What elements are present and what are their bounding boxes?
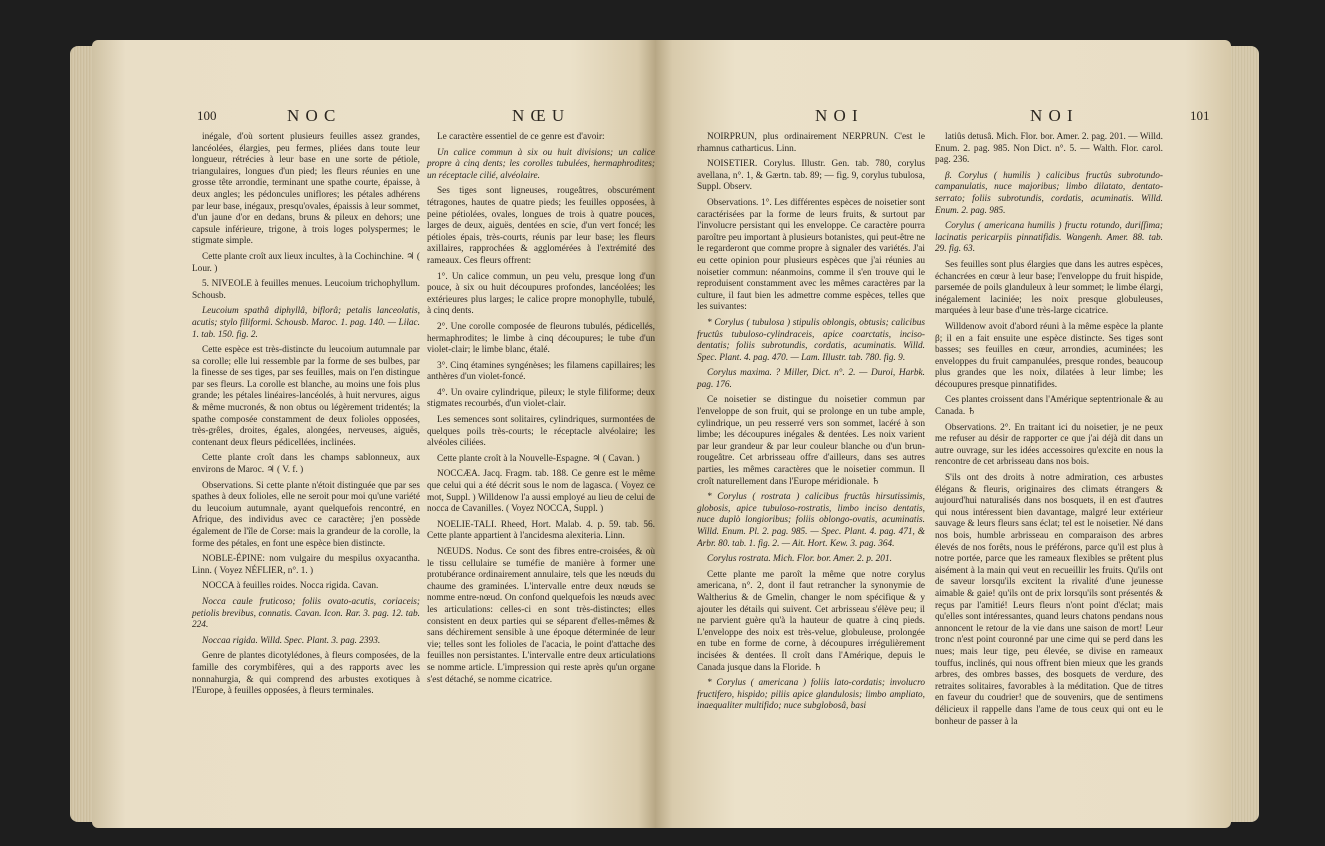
- left-column-1: [192, 132, 420, 702]
- paragraph: * Corylus ( rostrata ) calicibus fructûs hirsutissimis, globosis, apice tubuloso-rostratis, limbo inciso dentatis, nuce duplò longioribus; foliis oblongo-ovatis, acuminatis. Willd. Enum. Pl. 2. pag. 985. — Spec. Plant. 4. pag. 471, & Arbr. 80. tab. 1. fig. 2. — Ait. Hort. Kew. 3. pag. 364.: [697, 492, 925, 549]
- left-header-noc: N O C: [287, 106, 337, 125]
- paragraph: Observations. 2°. En traitant ici du noisetier, je ne peux me refuser au désir de rapporter ce que j'ai déjà dit dans un autre ouvrage, sur les idées accessoires qu'excite en nous la rencontre de cet arbrisseau dans nos bois.: [935, 422, 1163, 468]
- left-page-edges: [70, 46, 92, 822]
- paragraph: Cette plante me paroît la même que notre corylus americana, n°. 2, dont il faut retrancher la synonymie de Waltherius & de Gmelin, changer le nom spécifique & y ajouter les détails qui suivent. Cet arbrisseau s'élève peu; il ne parvient guère qu'à la hauteur de quatre à cinq pieds. L'enveloppe des noix est très-velue, globuleuse, prolongée en tube en forme de corne, à découpures irrégulièrement incisées & dentées. Il croît dans l'Amérique, depuis le Canada jusque dans la Floride. ♄: [697, 569, 925, 673]
- paragraph: S'ils ont des droits à notre admiration, ces arbustes élégans & fleuris, originaires des climats étrangers & aujourd'hui naturalisés dans nos bosquets, il en est d'autres qui nous intéressent bien davantage, malgré leur extérieur sauvage & leurs fleurs sans éclat; tel est le noisetier. Né dans nos bois, humble arbrisseau en comparaison des arbres élevés de nos forêts, nous le préférons, parce qu'il est plus à notre portée, parce que les rameaux flexibles se prêtent plus aisément à la main qui veut en recueillir les fruits. Qu'ils ont de saveur lorsqu'ils excitent la rivalité d'une jeunesse aimable & gaie! qu'ils ont de prix lorsqu'ils sont présentés & reçus par l'amitié! Leurs fleurs n'ont point d'éclat; mais qu'elles sont intéressantes, quand leurs chatons pendans nous annoncent le retour de la vie dans une saison de mort! Leur tronc n'est point couronné par une cime qui se perd dans les nues; mais leur tige, peu élevée, se divise en rameaux touffus, inclinés, qui nous offrent bien mieux que les grands arbres, des ombres basses, des bosquets de verdure, des retraites solitaires, favorables à la méditation. Que de titres en faveur du coudrier! que de souvenirs, que de sentimens délicieux il rappelle dans l'ame de tous ceux qui ont eu le bonheur de passer à la: [935, 473, 1163, 727]
- paragraph: β. Corylus ( humilis ) calicibus fructûs subrotundo-campanulatis, nuce majoribus; limbo dilatato, dentato-serrato; foliis subrotundis, cordatis, acuminatis. Willd. Enum. 2. pag. 985.: [935, 170, 1163, 216]
- right-page-number: 101: [1190, 108, 1210, 123]
- paragraph: Willdenow avoit d'abord réuni à la même espèce la plante β; il en a fait ensuite une espèce distincte. Ses tiges sont basses; ses feuilles en cœur, arrondies, acuminées; les enveloppes du fruit campanulées, presque rondes, beaucoup plus grandes que les noix, dilatées à leur limbe; les découpures presque pinnatifides.: [935, 321, 1163, 390]
- paragraph: NOISETIER. Corylus. Illustr. Gen. tab. 780, corylus avellana, n°. 1, & Gærtn. tab. 89; — fig. 9, corylus tubulosa, Suppl. Observ.: [697, 159, 925, 193]
- paragraph: NOCCÆA. Jacq. Fragm. tab. 188. Ce genre est le même que celui qui a été décrit sous le nom de lagasca. ( Voyez ce mot, Suppl. ) Willdenow l'a aussi employé au lieu de celui de nocca de Cavanilles. ( Voyez NOCCA, Suppl. ): [427, 469, 655, 515]
- paragraph: Leucoium spathâ diphyllâ, biflorâ; petalis lanceolatis, acutis; stylo filiformi. Schousb. Maroc. 1. pag. 140. — Lilac. 1. tab. 150. fig. 2.: [192, 306, 420, 340]
- paragraph: Cette plante croît à la Nouvelle-Espagne. ♃ ( Cavan. ): [437, 453, 640, 464]
- paragraph: Cette plante croît dans les champs sablonneux, aux environs de Maroc. ♃ ( V. f. ): [192, 453, 420, 476]
- paragraph: 2°. Une corolle composée de fleurons tubulés, pédicellés, hermaphrodites; le limbe à cinq découpures; le tube d'un violet-clair; le limbe blanc, étalé.: [427, 321, 655, 356]
- right-column-1: [697, 132, 925, 717]
- paragraph: inégale, d'où sortent plusieurs feuilles assez grandes, lancéolées, élargies, peu fermes, pliées dans toute leur longueur, rétrécies à leur base en une sorte de pétiole, triangulaires, longues d'un pied; les fleurs réunies en une grosse tête arrondie, terminant une spathe courte, épaisse, à deux angles; les pédoncules uniflores; les pétales adhérens par leur base, inégaux, presqu'ovales, épaissis à leur sommet, d'un jaune d'or en dedans, bruns & pileux en dehors; une capsule inférieure, trigone, à trois loges polyspermes; le stigmate simple.: [192, 132, 420, 247]
- paragraph: latiûs detusâ. Mich. Flor. bor. Amer. 2. pag. 201. — Willd. Enum. 2. pag. 985. Non Dict. n°. 5. — Walth. Flor. carol. pag. 236.: [935, 132, 1163, 166]
- paragraph: Ces plantes croissent dans l'Amérique septentrionale & au Canada. ♄: [935, 395, 1163, 418]
- paragraph: Noccaa rigida. Willd. Spec. Plant. 3. pag. 2393.: [202, 635, 381, 646]
- paragraph: NOBLE-ÉPINE: nom vulgaire du mespilus oxyacantha. Linn. ( Voyez NÉFLIER, n°. 1. ): [192, 554, 420, 576]
- paragraph: Un calice commun à six ou huit divisions; un calice propre à cinq dents; les corolles tubulées, hermaphrodites; un réceptacle cilié, alvéolaire.: [427, 147, 655, 181]
- paragraph: Corylus rostrata. Mich. Flor. bor. Amer. 2. p. 201.: [707, 554, 892, 565]
- paragraph: * Corylus ( americana ) foliis lato-cordatis; involucro fructifero, hispido; piliis apice glandulosis; limbo ampliato, inaequaliter multifido; nuce subglobosâ, basi: [697, 678, 925, 712]
- paragraph: Ce noisetier se distingue du noisetier commun par l'enveloppe de son fruit, qui se prolonge en un tube ample, cylindrique, un peu resserré vers son sommet, lacéré à son limbe; les découpures inégales & dentées. Les noix varient par leur grandeur & par leur couleur blanche ou d'un brun-rougeâtre. Cet arbrisseau offre d'ailleurs, dans ses autres parties, les mêmes caractères que le noisetier commun. Il croît naturellement dans l'Europe méridionale. ♄: [697, 395, 925, 487]
- right-header-noi-1: N O I: [815, 106, 859, 125]
- paragraph: Genre de plantes dicotylédones, à fleurs composées, de la famille des corymbifères, qui a des rapports avec les nonnahurgia, & qui comprend des arbustes exotiques à l'Europe, à feuilles opposées, à fleurs terminales.: [192, 651, 420, 697]
- paragraph: * Corylus ( tubulosa ) stipulis oblongis, obtusis; calicibus fructûs tubuloso-cylindraceis, apice coarctatis, inciso-dentatis; foliis subrotundis, cordatis, acuminatis. Willd. Spec. Plant. 4. pag. 470. — Lam. Illustr. tab. 780. fig. 9.: [697, 317, 925, 363]
- paragraph: Le caractère essentiel de ce genre est d'avoir:: [437, 132, 605, 142]
- paragraph: Corylus maxima. ? Miller, Dict. n°. 2. — Duroi, Harbk. pag. 176.: [697, 368, 925, 390]
- paragraph: 4°. Un ovaire cylindrique, pileux; le style filiforme; deux stigmates recourbés, d'un violet-clair.: [427, 387, 655, 410]
- left-column-2: [427, 132, 655, 690]
- right-column-2: [935, 132, 1163, 732]
- paragraph: Cette plante croît aux lieux incultes, à la Cochinchine. ♃ ( Lour. ): [192, 251, 420, 274]
- paragraph: 5. NIVEOLE à feuilles menues. Leucoium trichophyllum. Schousb.: [192, 279, 420, 301]
- right-page-edges: [1231, 46, 1259, 822]
- paragraph: Nocca caule fruticoso; foliis ovato-acutis, coriaceis; petiolis brevibus, connatis. Cavan. Icon. Rar. 3. pag. 12. tab. 224.: [192, 596, 420, 631]
- paragraph: NOIRPRUN, plus ordinairement NERPRUN. C'est le rhamnus catharticus. Linn.: [697, 132, 925, 154]
- paragraph: Ses feuilles sont plus élargies que dans les autres espèces, échancrées en cœur à leur base; l'enveloppe du fruit hispide, parsemée de poils glanduleux à leur sommet; le limbe élargi, inégalement laciniée; les noix presque globuleuses, marquées à leur base d'une très-large cicatrice.: [935, 259, 1163, 317]
- paragraph: Corylus ( americana humilis ) fructu rotundo, duriſſima; lacinatis pericarpiis pinnatifidis. Wangenh. Amer. 88. tab. 29. fig. 63.: [935, 221, 1163, 255]
- paragraph: NOELIE-TALI. Rheed, Hort. Malab. 4. p. 59. tab. 56. Cette plante appartient à l'ancidesma alexiteria. Linn.: [427, 519, 655, 542]
- left-page-number: 100: [197, 108, 217, 123]
- paragraph: Observations. Si cette plante n'étoit distinguée que par ses spathes à deux folioles, elle ne seroit pour moi qu'une variété du leucoium autumnale, ayant quelquefois rencontré, en Afrique, des individus avec ce caractère; j'en possède également de l'île de Corse: mais la grandeur de la corolle, la forme des pétales, en font une espèce bien distincte.: [192, 480, 420, 549]
- paragraph: Cette espèce est très-distincte du leucoium autumnale par sa corolle; elle lui ressemble par la forme de ses bulbes, par la finesse de ses tiges, par ses feuilles, mais on l'en distingue par ses fleurs. La corolle est blanche, au moins une fois plus grande; les pétales linéaires-lancéolés, à huit nervures, aigus & même mucronés, & non obtus ou légèrement tridentés; la spathe composée constamment de deux folioles opposées, très-grêles, droites, égales, alongées, nerveuses, aiguës, contenant deux fleurs pédicellées, inclinées.: [192, 345, 420, 448]
- paragraph: Ses tiges sont ligneuses, rougeâtres, obscurément tétragones, hautes de quatre pieds; les feuilles opposées, à peine pétiolées, ovales, longues de trois à quatre pouces, larges de deux, aiguës, dentées en scie, d'un vert foncé; les pétioles épais, très-courts, réunis par leur base; les fleurs axillaires, rapprochées & agglomérées à l'extrémité des rameaux. Ces fleurs offrent:: [427, 186, 655, 266]
- right-page: [655, 40, 1231, 828]
- paragraph: NOCCA à feuilles roides. Nocca rigida. Cavan.: [202, 581, 379, 592]
- paragraph: Observations. 1°. Les différentes espèces de noisetier sont caractérisées par la forme de leurs fruits, & surtout par l'involucre persistant qui les enveloppe. Ce caractère pourra paroître peu important à plusieurs botanistes, qui peut-être ne le regarderont que comme propre à signaler des variétés. J'ai eu cette opinion pour plusieurs espèces que j'ai réunies au noisetier commun: néanmoins, comme il s'en trouve qui le reproduisent constamment avec les mêmes caractères par la culture, il faut bien les admettre comme espèces, telles que les suivantes:: [697, 197, 925, 313]
- left-header-noeu: N Œ U: [512, 106, 566, 125]
- paragraph: 1°. Un calice commun, un peu velu, presque long d'un pouce, à six ou huit découpures profondes, lancéolées; les extérieures plus larges; le calice propre monophylle, tubulé, à cinq dents.: [427, 271, 655, 317]
- right-header-noi-2: N O I: [1030, 106, 1074, 125]
- paragraph: 3°. Cinq étamines syngénèses; les filamens capillaires; les anthères d'un violet-foncé.: [427, 360, 655, 383]
- left-page: [92, 40, 655, 828]
- paragraph: NŒUDS. Nodus. Ce sont des fibres entre-croisées, & où le tissu cellulaire se tuméfie de manière à former une protubérance ordinairement annulaire, tels que les nœuds du chaume des graminées. L'intervalle entre deux nœuds se nomme entre-nœud. On confond quelquefois les nœuds avec les articulations: celles-ci en sont très-distinctes; elles consistent en deux parties qui se séparent d'elles-mêmes & sans déchirement sensible à une époque déterminée de leur vie; telles sont les folioles de l'acacia, le point d'attache des feuilles non persistantes. L'intervalle entre deux articulations se nomme article. L'impression qui reste après qu'un organe s'est détaché, se nomme cicatrice.: [427, 547, 655, 685]
- paragraph: Les semences sont solitaires, cylindriques, surmontées de quelques poils très-courts; le réceptacle alvéolaire; les alvéoles ciliées.: [427, 415, 655, 449]
